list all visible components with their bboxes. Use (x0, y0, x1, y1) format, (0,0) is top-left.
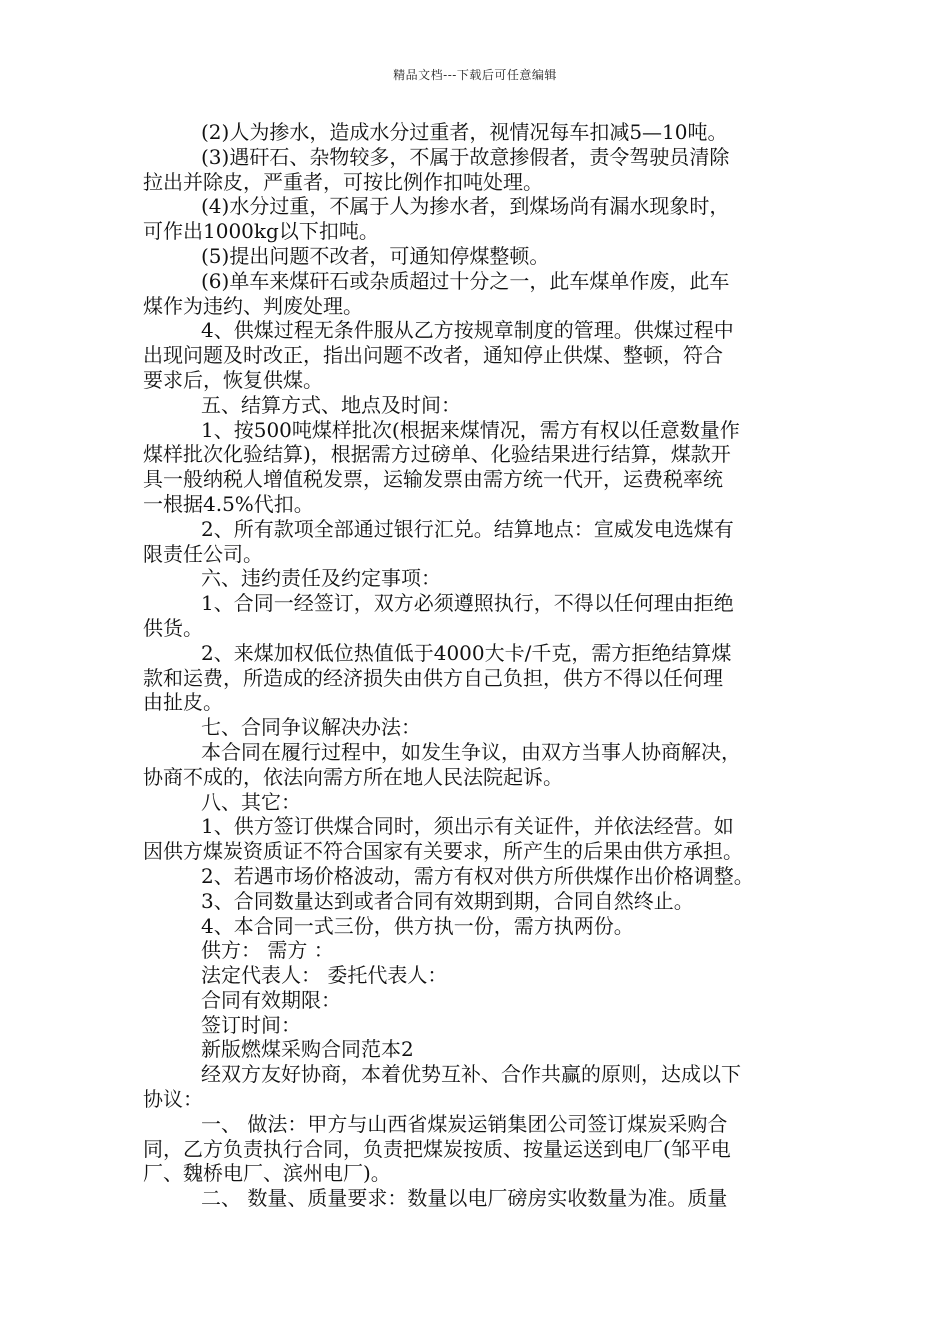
text-line: 供货。 (143, 615, 203, 640)
text-line: 2、若遇市场价格波动，需方有权对供方所供煤作出价格调整。 (201, 863, 754, 888)
page-header: 精品文档---下载后可任意编辑 (393, 68, 557, 82)
text-line: 一根据4.5%代扣。 (143, 491, 314, 516)
text-line: 七、合同争议解决办法： (201, 715, 421, 740)
text-line: 八、其它： (201, 789, 301, 814)
text-line: 煤样批次化验结算)，根据需方过磅单、化验结果进行结算，煤款开 (143, 442, 731, 467)
text-line: 五、结算方式、地点及时间： (201, 392, 461, 417)
text-line: 因供方煤炭资质证不符合国家有关要求，所产生的后果由供方承担。 (143, 839, 743, 864)
text-line: 六、违约责任及约定事项： (201, 566, 441, 591)
text-line: 由扯皮。 (143, 690, 223, 715)
text-line: 新版燃煤采购合同范本2 (201, 1037, 414, 1062)
text-line: 4、供煤过程无条件服从乙方按规章制度的管理。供煤过程中 (201, 318, 734, 343)
text-line: 协商不成的，依法向需方所在地人民法院起诉。 (143, 764, 563, 789)
text-line: 限责任公司。 (143, 541, 263, 566)
text-line: (4)水分过重，不属于人为掺水者，到煤场尚有漏水现象时， (201, 194, 730, 219)
text-line: (5)提出问题不改者，可通知停煤整顿。 (201, 243, 550, 268)
text-line: 二、 数量、质量要求：数量以电厂磅房实收数量为准。质量 (201, 1186, 728, 1211)
text-line: 1、合同一经签订，双方必须遵照执行，不得以任何理由拒绝 (201, 591, 734, 616)
document-body (143, 120, 811, 1211)
text-line: 可作出1000kg以下扣吨。 (143, 219, 379, 244)
text-line: 法定代表人： 委托代表人： (201, 963, 448, 988)
text-line: 厂、魏桥电厂、滨州电厂)。 (143, 1161, 391, 1186)
text-line: 4、本合同一式三份，供方执一份，需方执两份。 (201, 913, 634, 938)
text-line: 1、供方签订供煤合同时，须出示有关证件，并依法经营。如 (201, 814, 734, 839)
text-line: 2、来煤加权低位热值低于4000大卡/千克，需方拒绝结算煤 (201, 640, 732, 665)
text-line: 经双方友好协商，本着优势互补、合作共赢的原则，达成以下 (201, 1062, 741, 1087)
text-line: 签订时间： (201, 1012, 301, 1037)
text-line: 款和运费，所造成的经济损失由供方自己负担，供方不得以任何理 (143, 665, 723, 690)
text-line: 拉出并除皮，严重者，可按比例作扣吨处理。 (143, 169, 543, 194)
text-line: 要求后，恢复供煤。 (143, 367, 323, 392)
text-line: (2)人为掺水，造成水分过重者，视情况每车扣减5—10吨。 (201, 120, 728, 144)
text-line: (6)单车来煤矸石或杂质超过十分之一，此车煤单作废，此车 (201, 268, 730, 293)
text-line: 2、所有款项全部通过银行汇兑。结算地点：宣威发电选煤有 (201, 516, 734, 541)
text-line: 煤作为违约、判废处理。 (143, 293, 363, 318)
text-line: 供方： 需方 ： (201, 938, 334, 963)
text-line: 协议： (143, 1087, 203, 1112)
text-line: 合同有效期限： (201, 987, 341, 1012)
text-line: 一、 做法：甲方与山西省煤炭运销集团公司签订煤炭采购合 (201, 1111, 728, 1136)
text-line: 本合同在履行过程中，如发生争议，由双方当事人协商解决， (201, 739, 741, 764)
text-line: 1、按500吨煤样批次(根据来煤情况，需方有权以任意数量作 (201, 417, 740, 442)
text-line: 出现问题及时改正，指出问题不改者，通知停止供煤、整顿，符合 (143, 343, 723, 368)
text-line: 同，乙方负责执行合同，负责把煤炭按质、按量运送到电厂(邹平电 (143, 1136, 731, 1161)
text-line: 具一般纳税人增值税发票，运输发票由需方统一代开，运费税率统 (143, 467, 723, 492)
text-line: (3)遇矸石、杂物较多，不属于故意掺假者，责令驾驶员清除 (201, 144, 730, 169)
text-line: 3、合同数量达到或者合同有效期到期，合同自然终止。 (201, 888, 694, 913)
